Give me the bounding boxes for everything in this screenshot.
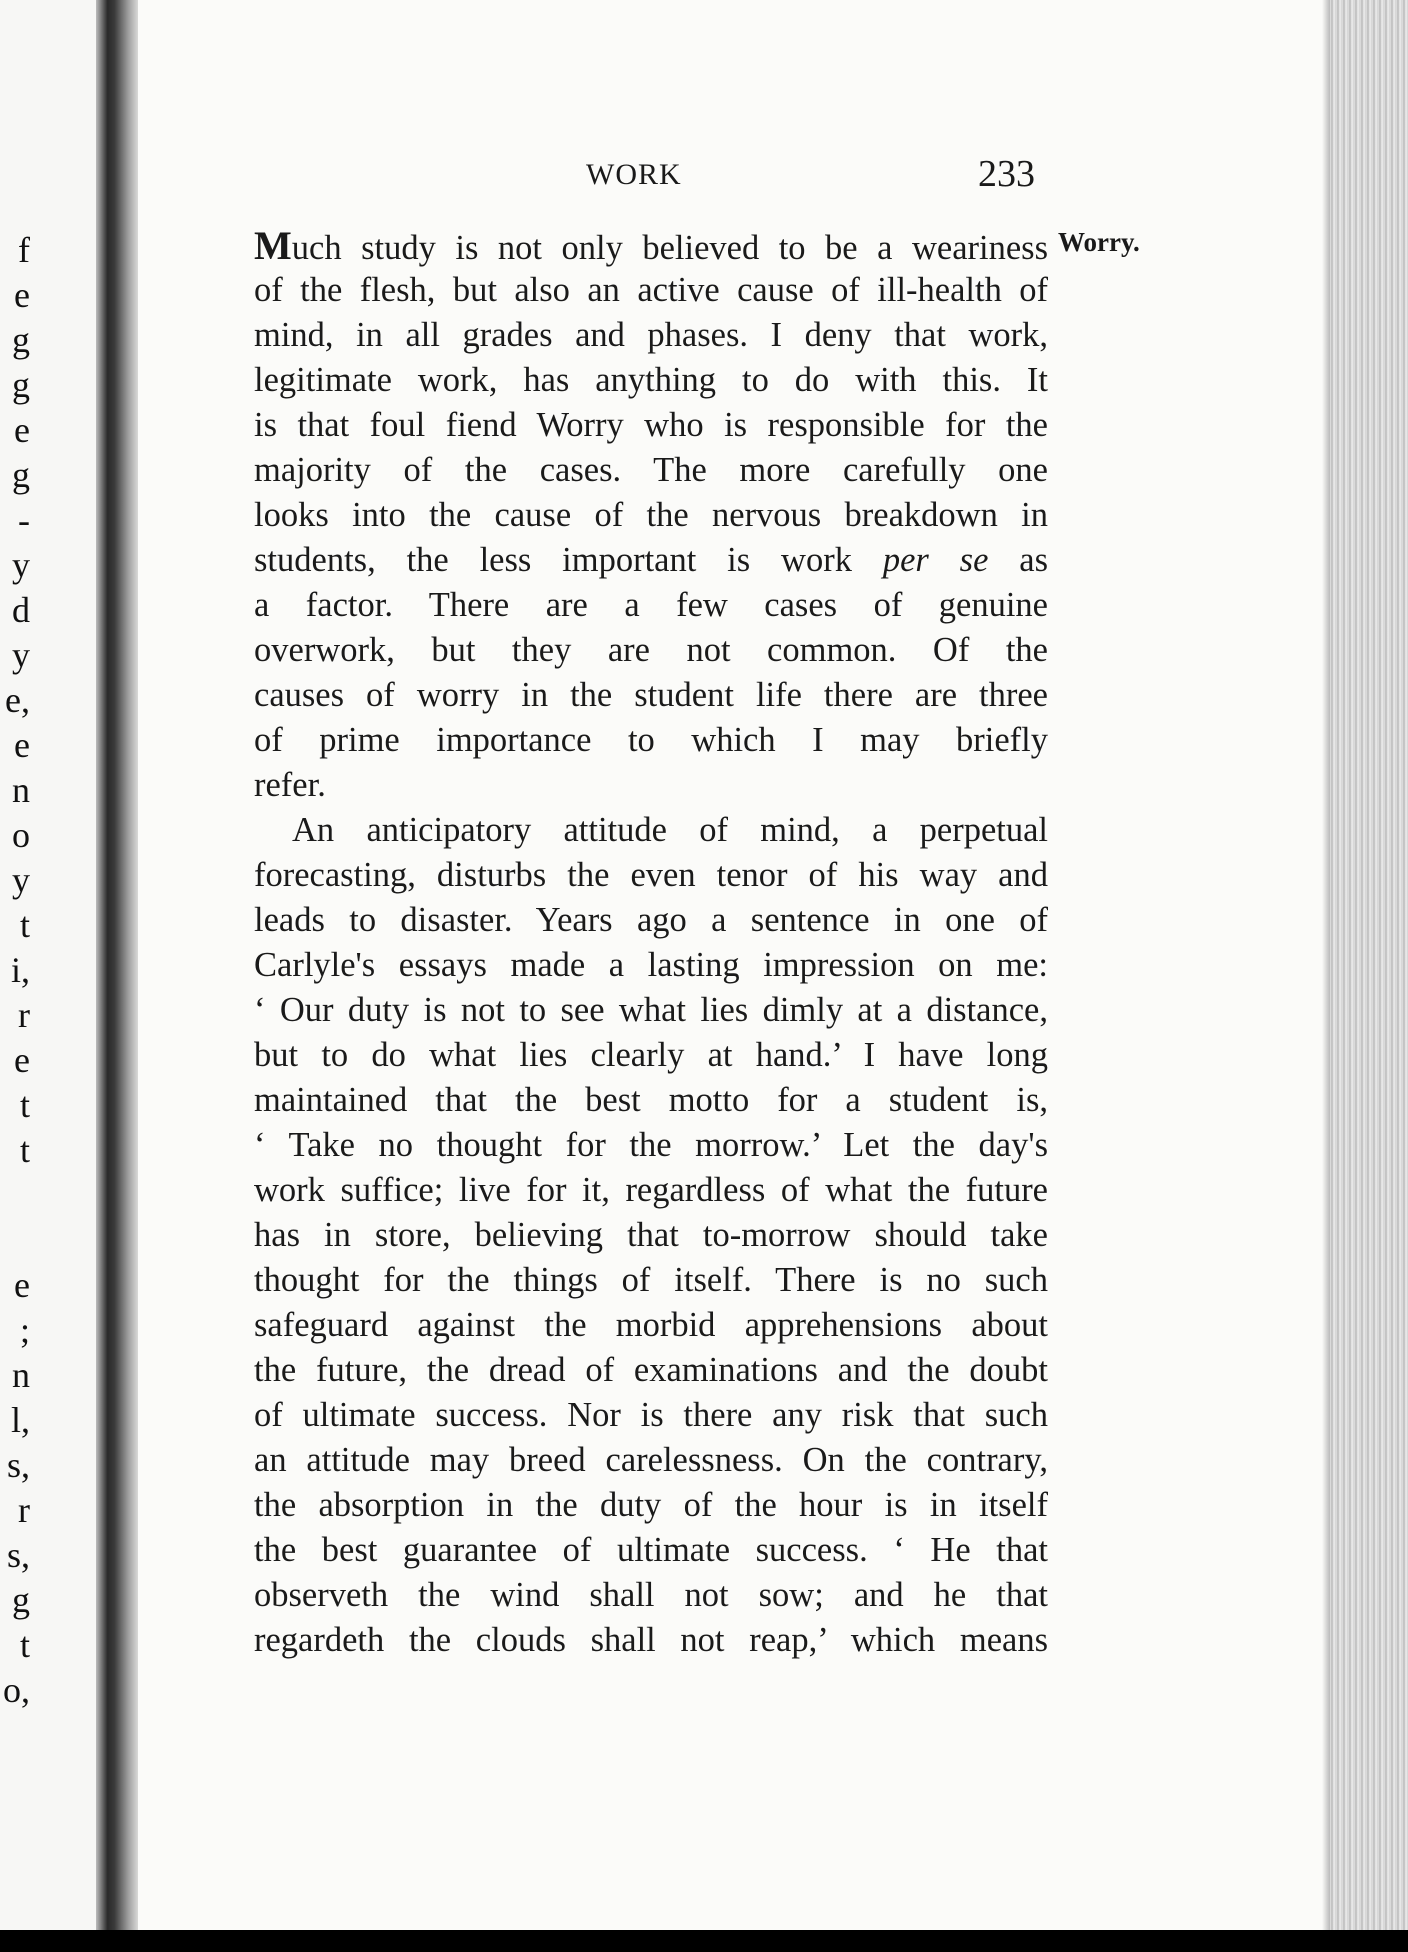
text-line: ‘ Take no thought for the morrow.’ Let the day's [254,1126,1048,1164]
left-page-fragment: y [12,860,30,900]
left-page-fragment: l, [10,1400,30,1440]
left-page-fragment: n [12,770,30,810]
text-line: overwork, but they are not common. Of the [254,631,1048,669]
paragraph-2 [254,808,1048,1663]
text-line: maintained that the best motto for a student is, [254,1081,1048,1119]
text-line: forecasting, disturbs the even tenor of his way and [254,856,1048,894]
book-gutter [96,0,142,1952]
bottom-border [0,1930,1408,1952]
text-line: mind, in all grades and phases. I deny that work, [254,316,1048,354]
text-line: causes of worry in the student life there are three [254,676,1048,714]
fragment-gap [0,1173,30,1263]
text-line: work suffice; live for it, regardless of what the future [254,1171,1048,1209]
left-page-fragment: e [14,410,30,450]
text-line: Carlyle's essays made a lasting impression on me: [254,946,1048,984]
margin-note: Worry. [1058,227,1140,257]
left-page-fragment: e, [5,680,30,720]
left-page-fragment: o, [3,1670,30,1710]
text-line: majority of the cases. The more carefully one [254,451,1048,489]
left-page-fragment: g [12,1580,30,1620]
text-line: regardeth the clouds shall not reap,’ which means [254,1621,1048,1659]
left-page-fragment: ; [19,1310,30,1350]
left-page-fragment: s, [6,1535,30,1575]
left-page-fragment: r [18,1490,30,1530]
text-line: legitimate work, has anything to do with this. It [254,361,1048,399]
text-line: looks into the cause of the nervous breakdown in [254,496,1048,534]
text-line: the future, the dread of examinations and the doubt [254,1351,1048,1389]
text-line: the absorption in the duty of the hour is in itself [254,1486,1048,1524]
text-line: has in store, believing that to-morrow should take [254,1216,1048,1254]
left-page-fragment: n [12,1355,30,1395]
page-edges [1330,0,1408,1952]
drop-cap: M [254,223,292,268]
left-page-fragment: t [19,1130,30,1170]
body-text [254,223,1048,1663]
text-line: Much study is not only believed to be a weariness [254,223,1048,268]
page-number: 233 [978,153,1035,195]
left-page-fragment: o [12,815,30,855]
left-page-fragment: e [14,1265,30,1305]
running-head: WORK [586,158,682,191]
left-page-fragment: f [18,230,30,270]
text-line: the best guarantee of ultimate success. ‘ He that [254,1531,1048,1569]
italic-phrase: per se [882,541,989,579]
left-page-fragment: - [18,500,30,540]
text-line: but to do what lies clearly at hand.’ I have long [254,1036,1048,1074]
left-page-fragment: d [12,590,30,630]
text-line: of the flesh, but also an active cause of ill-health of [254,271,1048,309]
left-page-fragment: e [14,275,30,315]
left-page-fragment: e [14,1040,30,1080]
left-page-text-fragments [0,228,30,1713]
left-page-fragment: y [12,545,30,585]
left-page-fragment: g [12,365,30,405]
text-line: An anticipatory attitude of mind, a perpetual [292,811,1048,849]
left-page-fragment: s, [6,1445,30,1485]
left-page-fragment: t [19,905,30,945]
text-line: students, the less important is work per se as [254,541,1049,579]
left-page-fragment: g [12,320,30,360]
text-line: refer. [254,766,326,804]
text-line: of prime importance to which I may briefly [254,721,1048,759]
text-line: of ultimate success. Nor is there any risk that such [254,1396,1048,1434]
left-page-fragment: r [18,995,30,1035]
text-line: a factor. There are a few cases of genuine [254,586,1048,624]
text-line: thought for the things of itself. There is no such [254,1261,1048,1299]
left-page-fragment: i, [10,950,30,990]
text-line: safeguard against the morbid apprehensions about [254,1306,1048,1344]
text-line: ‘ Our duty is not to see what lies dimly at a distance, [254,991,1048,1029]
paragraph-1 [254,223,1048,808]
left-page-fragment: y [12,635,30,675]
left-page-fragment: g [12,455,30,495]
left-page-fragment: e [14,725,30,765]
text-line: leads to disaster. Years ago a sentence in one of [254,901,1048,939]
left-page-fragment: t [19,1085,30,1125]
left-page-fragment: t [19,1625,30,1665]
text-line: is that foul fiend Worry who is responsible for the [254,406,1048,444]
text-line: an attitude may breed carelessness. On the contrary, [254,1441,1048,1479]
text-line: observeth the wind shall not sow; and he that [254,1576,1048,1614]
